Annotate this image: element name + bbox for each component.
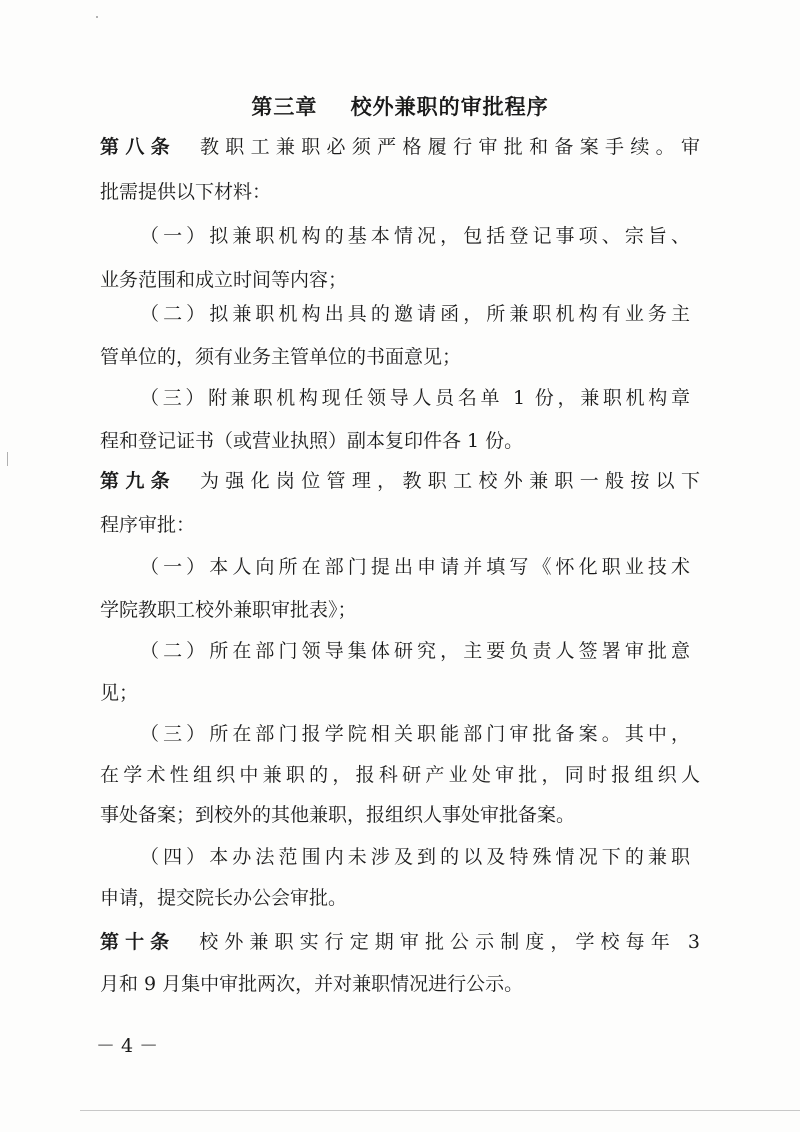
page-number: － 4 － bbox=[96, 1035, 159, 1057]
article-8-item-2-line-1: （二）拟兼职机构出具的邀请函，所兼职机构有业务主 bbox=[140, 303, 690, 325]
article-8-item-1-line-2: 业务范围和成立时间等内容； bbox=[100, 269, 348, 291]
chapter-title: 第三章 校外兼职的审批程序 bbox=[251, 95, 549, 119]
article-9-item-4-line-2: 申请，提交院长办公会审批。 bbox=[100, 887, 348, 909]
article-10-line-1 bbox=[100, 928, 700, 956]
scan-mark bbox=[7, 452, 8, 466]
article-10-label: 第十条 bbox=[100, 931, 176, 953]
article-9-label: 第九条 bbox=[100, 470, 176, 492]
article-10-text-2: 月和 9 月集中审批两次，并对兼职情况进行公示。 bbox=[100, 973, 524, 995]
article-8-item-3-line-1: （三）附兼职机构现任领导人员名单 1 份，兼职机构章 bbox=[140, 387, 690, 409]
page-edge-line bbox=[80, 1110, 800, 1111]
article-9-item-3-line-1: （三）所在部门报学院相关职能部门审批备案。其中， bbox=[140, 723, 690, 745]
article-9-text-2: 程序审批： bbox=[100, 514, 196, 536]
article-9-item-2-line-1: （二）所在部门领导集体研究，主要负责人签署审批意 bbox=[140, 640, 690, 662]
article-9-item-2-line-2: 见； bbox=[100, 682, 139, 704]
article-8-text-2: 批需提供以下材料： bbox=[100, 181, 272, 203]
article-10-text-1: 校外兼职实行定期审批公示制度，学校每年 3 bbox=[199, 931, 700, 953]
article-9-line-1 bbox=[100, 467, 700, 495]
article-8-item-2-line-2: 管单位的，须有业务主管单位的书面意见； bbox=[100, 346, 462, 368]
article-9-item-1-line-1: （一）本人向所在部门提出申请并填写《怀化职业技术 bbox=[140, 556, 690, 578]
article-9-item-1-line-2: 学院教职工校外兼职审批表》； bbox=[100, 599, 357, 621]
article-8-label: 第八条 bbox=[100, 136, 176, 158]
article-8-item-1-line-1: （一）拟兼职机构的基本情况，包括登记事项、宗旨、 bbox=[140, 225, 690, 247]
scan-mark bbox=[96, 16, 98, 18]
article-9-item-3-line-2: 在学术性组织中兼职的，报科研产业处审批，同时报组织人 bbox=[100, 764, 700, 786]
article-9-item-3-line-3: 事处备案；到校外的其他兼职，报组织人事处审批备案。 bbox=[100, 804, 576, 826]
article-8-text-1: 教职工兼职必须严格履行审批和备案手续。审 bbox=[199, 136, 700, 158]
article-9-text-1: 为强化岗位管理，教职工校外兼职一般按以下 bbox=[199, 470, 700, 492]
article-8-item-3-line-2: 程和登记证书（或营业执照）副本复印件各 1 份。 bbox=[100, 430, 524, 452]
article-8-line-1 bbox=[100, 133, 700, 161]
article-9-item-4-line-1: （四）本办法范围内未涉及到的以及特殊情况下的兼职 bbox=[140, 846, 690, 868]
